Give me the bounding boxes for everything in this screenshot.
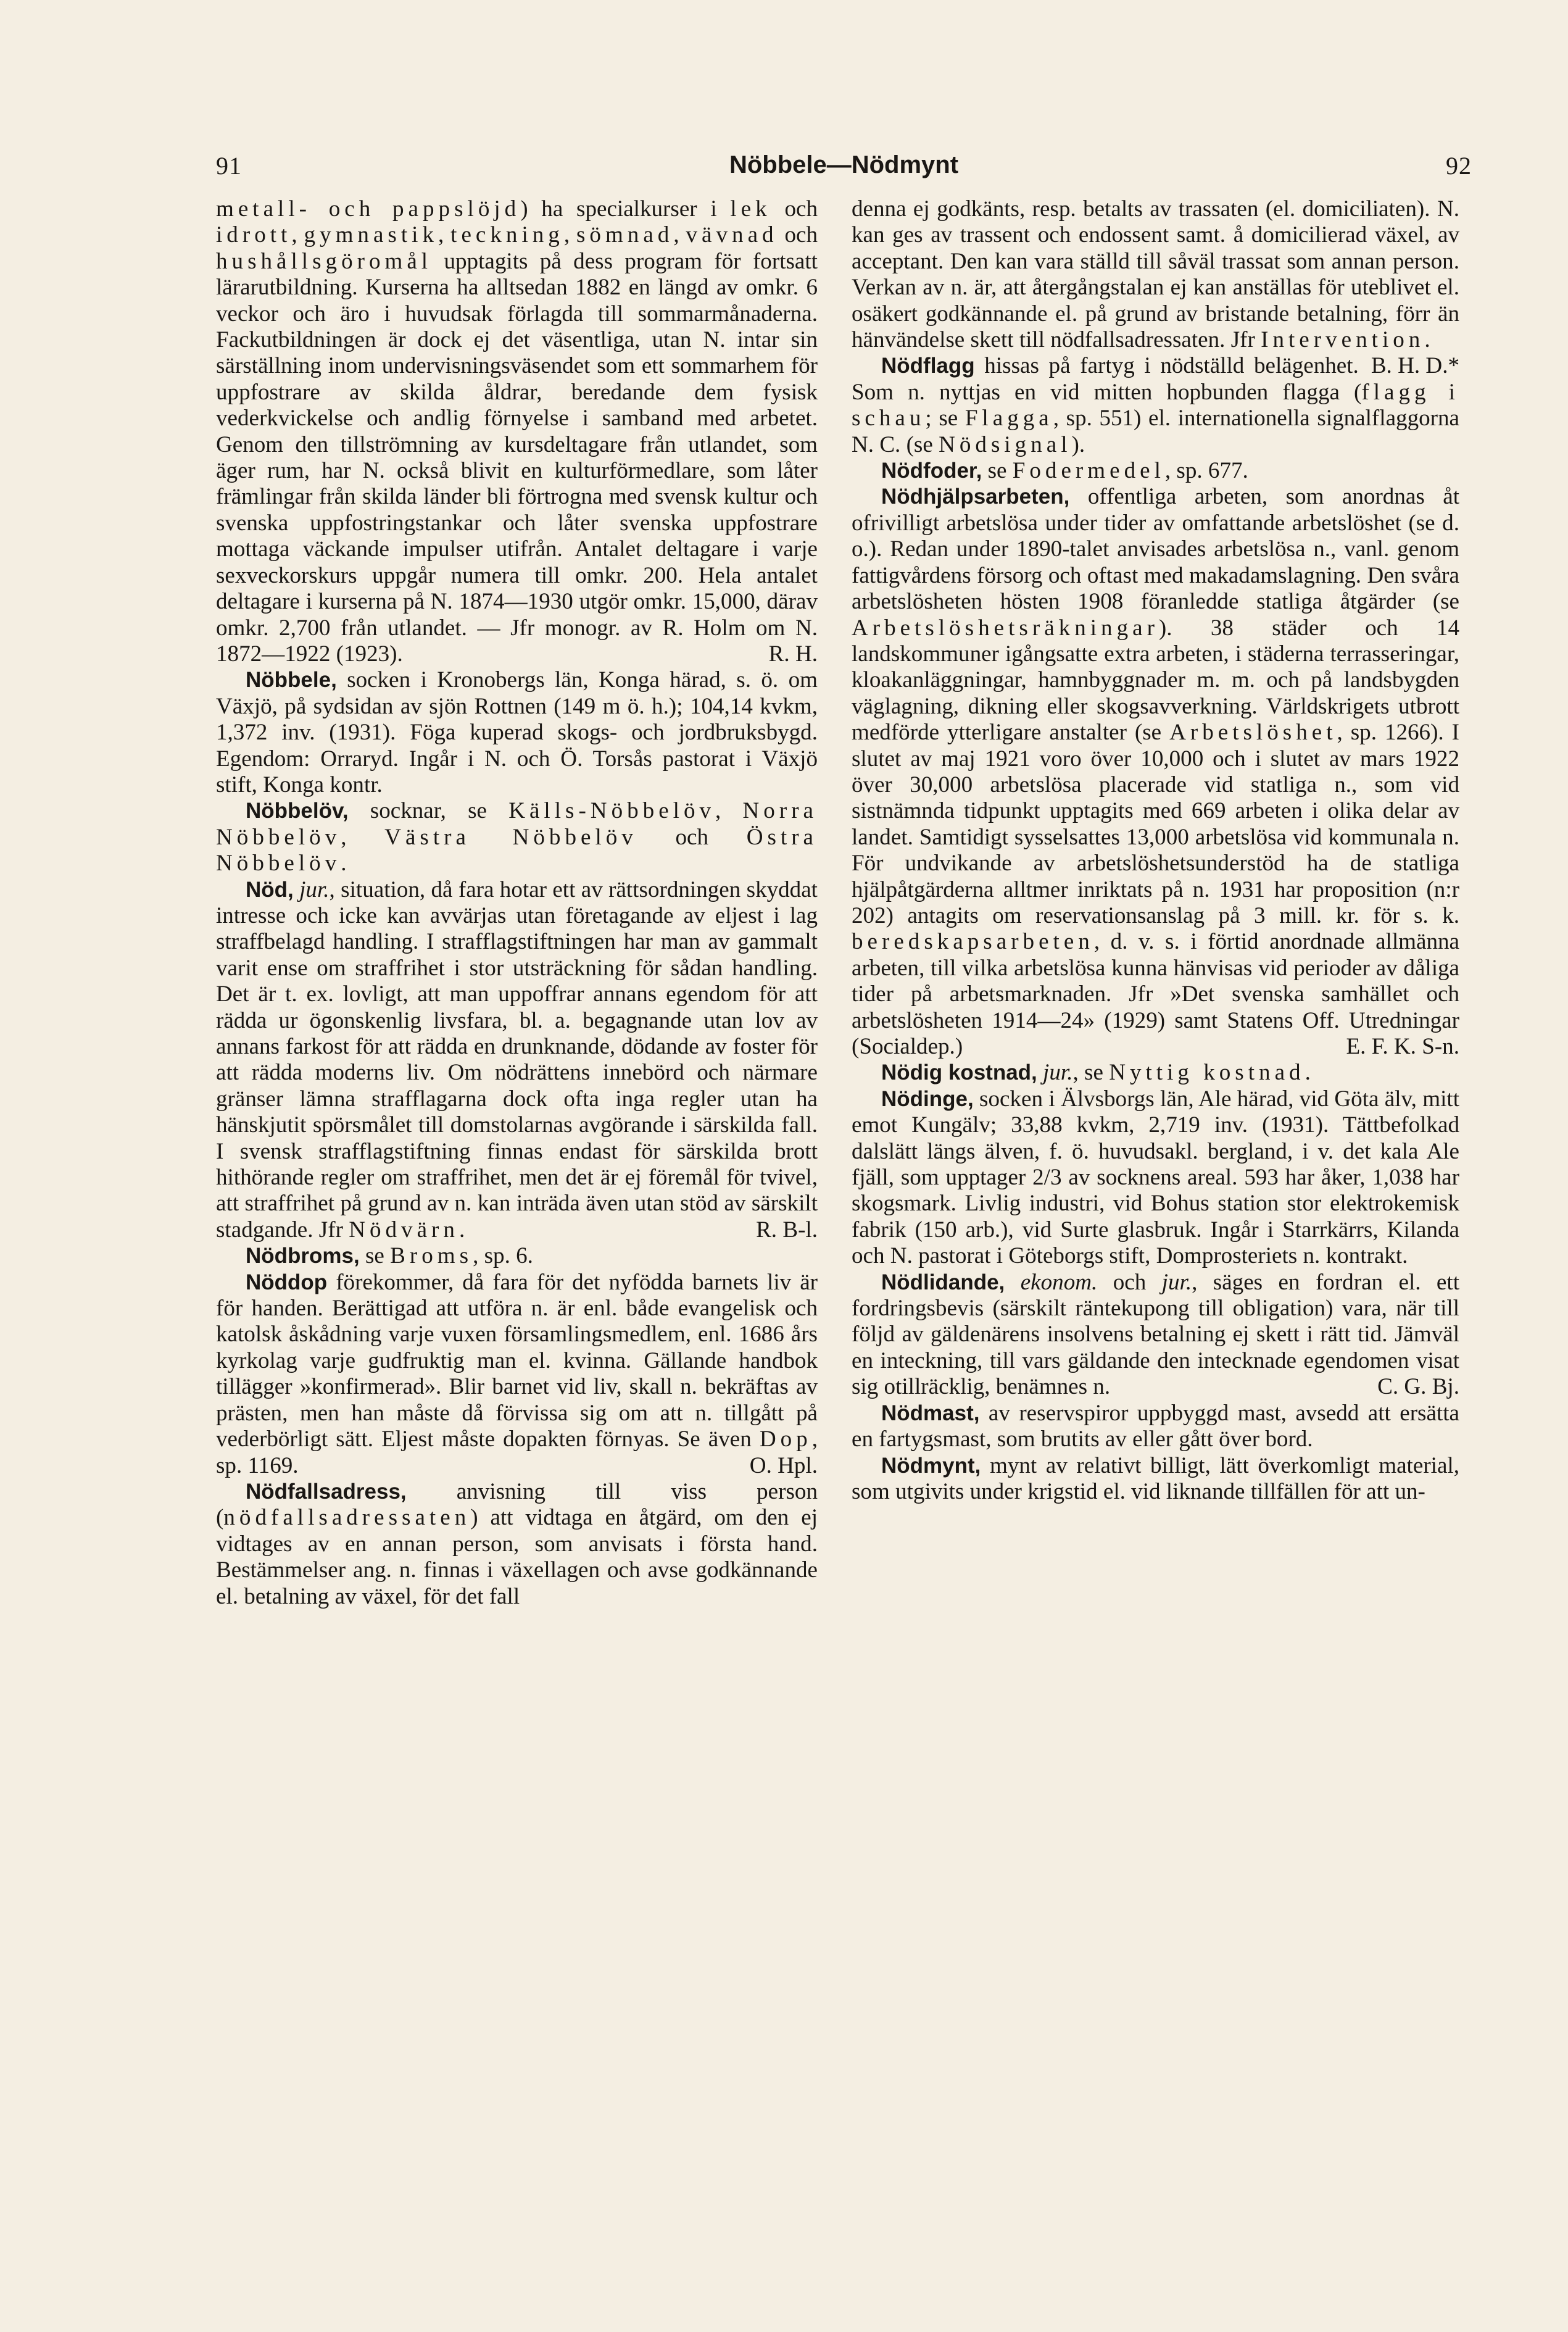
entry-nödbroms: Nödbroms, se Broms, sp. 6.	[246, 1243, 533, 1269]
entry-nödig-kostnad: Nödig kostnad, jur., se Nyttig kostnad.	[881, 1060, 1311, 1086]
entry-nödlidande: Nödlidande, ekonom. och jur., säges en fordran el. ett fordringsbevis (särskilt räntekupong till obligation) vara, när till följd av gäldenärens insolvens betalning ej skett i rätt tid. Jämväl en inteckning, till vars gäldande den intecknade egendomen visat sig otillräcklig, benämnes n. C. G. Bj.	[852, 1269, 1459, 1400]
headword: Nödmynt,	[881, 1453, 981, 1478]
author-signature: R. H.	[768, 641, 818, 667]
entry-nödhjälpsarbeten: Nödhjälpsarbeten, offentliga arbeten, som anordnas åt ofrivilligt arbetslösa under tider av omfattande arbetslöshet (se d. o.). Redan under 1890-talet anvisades arbetslösa n., vanl. genom fattigvårdens försorg och oftast med makadamslagning. Den svåra arbetslösheten hösten 1908 föranledde statliga åtgärder (se Arbetslöshetsräkningar). 38 städer och 14 landskommuner igångsatte extra arbeten, i städerna terrasseringar, kloakanläggningar, hamnbyggnader m. m. och på landsbygden väglagning, dikning eller skogsavverkning. Världskrigets utbrott medförde ytterligare anstalter (se Arbetslöshet, sp. 1266). I slutet av maj 1921 voro över 10,000 och i slutet av mars 1922 över 30,000 arbetslösa placerade vid statliga n., som vid sistnämnda tidpunkt upptagits med 669 arbeten i olika delar av landet. Samtidigt sysselsattes 13,000 arbetslösa vid kommunala n. För undvikande av arbetslöshetsunderstöd ha de statliga hjälpåtgärderna alltmer inriktats på n. 1931 har proposition (n:r 202) antagits om reservationsanslag på 3 mill. kr. för s. k. beredskapsarbeten, d. v. s. i förtid anordnade allmänna arbeten, till vilka arbetslösa kunna hänvisas vid perioder av dåliga tider på arbetsmarknaden. Jfr »Det svenska samhället och arbetslösheten 1914—24» (1929) samt Statens Off. Utredningar (Socialdep.) E. F. K. S-n.	[852, 484, 1459, 1059]
headword: Nöddop	[246, 1270, 328, 1294]
column-number-right: 92	[1446, 152, 1472, 180]
headword: Nödhjälpsarbeten,	[881, 485, 1070, 509]
author-signature: C. G. Bj.	[1377, 1374, 1459, 1400]
headword: Nöbbelöv,	[246, 799, 349, 823]
column-number-left: 91	[216, 152, 242, 180]
headword: Nödflagg	[881, 354, 975, 378]
entry-nödfallsadress: Nödfallsadress, anvisning till viss person (nödfallsadressaten) att vidtaga en åtgärd, om den ej vidtages av en annan person, som anvisats i första hand. Bestämmelser ang. n. finnas i växellagen och avse godkännande el. betalning av växel, för det fall	[216, 1478, 818, 1609]
headword: Nödinge,	[881, 1086, 974, 1111]
entry-nöd: Nöd, jur., situation, då fara hotar ett av rättsordningen skyddat intresse och icke kan avvärjas utan företagande av eljest i lag straffbelagd handling. I strafflagstiftningen har man av gammalt varit ense om straffrihet i stor utsträckning för sådan handling. Det är t. ex. lovligt, att man uppoffrar annans egendom för att rädda ur ögonskenlig livsfara, bl. a. begagnande utan lov av annans farkost för att rädda en drunknande, dödande av foster för att rädda moderns liv. Om nödrättens innebörd och närmare gränser lämna strafflagarna dock ofta inga regler utan ha hänskjutit spörsmålet till domstolarnas avgörande i särskilda fall. I svensk strafflagstiftning finnas endast för särskilda brott hithörande regler om straffrihet, men det är ej föremål för tvivel, att straffrihet på grund av n. kan inträda även utan stöd av särskilt stadgande. Jfr Nödvärn. R. B-l.	[216, 877, 818, 1243]
entry-nöbbelöv: Nöbbelöv, socknar, se Källs-Nöbbelöv, Norra Nöbbelöv, Västra Nöbbelöv och Östra Nöbbelöv.	[216, 798, 818, 877]
page-header	[216, 151, 1472, 188]
entry-nödflagg: Nödflagg hissas på fartyg i nödställd belägenhet. Som n. nyttjas en vid mitten hopbunden flagga (flagg i schau; se Flagga, sp. 551) el. internationella signalflaggorna N. C. (se Nödsignal).	[852, 353, 1459, 457]
entry-nöbbele: Nöbbele, socken i Kronobergs län, Konga härad, s. ö. om Växjö, på sydsidan av sjön Rottnen (149 m ö. h.); 104,14 kvkm, 1,372 inv. (1931). Föga kuperad skogs- och jordbruksbygd. Egendom: Orraryd. Ingår i N. och Ö. Torsås pastorat i Växjö stift, Konga kontr.	[216, 667, 818, 797]
entry-nöddop: Nöddop förekommer, då fara för det nyfödda barnets liv är för handen. Berättigad att utföra n. är enl. både evangelisk och katolsk åskådning varje vuxen församlingsmedlem, enl. 1686 års kyrkolag varje gudfruktig man el. kvinna. Gällande handbok tillägger »konfirmerad». Blir barnet vid liv, skall n. bekräftas av prästen, men han måste då förvissa sig om att n. tillgått på vederbörligt sätt. Eljest måste dopakten förnyas. Se även Dop, sp. 1169. O. Hpl.	[216, 1269, 818, 1478]
headword: Nödlidande,	[881, 1270, 1005, 1294]
right-column	[852, 196, 1459, 1505]
entry-nödinge: Nödinge, socken i Älvsborgs län, Ale härad, vid Göta älv, mitt emot Kungälv; 33,88 kvkm, 2,719 inv. (1931). Tättbefolkad dalslätt längs älven, f. ö. huvudsakl. bergland, i v. det kala Ale fjäll, som upptager 2/3 av socknens areal. 593 har åker, 1,038 har skogsmark. Livlig industri, vid Bohus station stor elektrokemisk fabrik (150 arb.), vid Surte glasbruk. Ingår i Starrkärrs, Kilanda och N. pastorat i Göteborgs stift, Domprosteriets n. kontrakt.	[852, 1086, 1459, 1269]
entry-nödfoder: Nödfoder, se Fodermedel, sp. 677.	[881, 458, 1248, 484]
entry-nödmynt: Nödmynt, mynt av relativt billigt, lätt överkomligt material, som utgivits under krigstid el. vid liknande tillfällen för att un-	[852, 1452, 1459, 1504]
headword: Nödmast,	[881, 1401, 980, 1425]
headword: Nödbroms,	[246, 1244, 360, 1268]
fraction: 2/3	[1032, 1165, 1062, 1191]
entry-nödfallsadress-continued: denna ej godkänts, resp. betalts av trassaten (el. domiciliaten). N. kan ges av trassent och endossent samt. å domicilierad växel, av acceptant. Den kan vara ställd till såväl trassat som annan person. Verkan av n. är, att återgångstalan ej kan anställas för uteblivet el. osäkert godkännande el. på grund av bristande betalning, förr än hänvändelse skett till nödfallsadressaten. Jfr Intervention. B. H. D.*	[852, 196, 1459, 379]
headword: Nödfoder,	[881, 459, 982, 483]
entry-nödmast: Nödmast, av reservspiror uppbyggd mast, avsedd att ersätta en fartygsmast, som brutits av eller gått över bord.	[852, 1400, 1459, 1452]
entry-nääs-continued: metall- och pappslöjd) ha specialkurser i lek och idrott, gymnastik, teckning, sömnad, vävnad och hushållsgöromål upptagits på dess program för fortsatt lärarutbildning. Kurserna ha alltsedan 1882 en längd av omkr. 6 veckor och äro i huvudsak förlagda till sommarmånaderna. Fackutbildningen är dock ej det väsentliga, utan N. intar sin särställning inom undervisningsväsendet som ett sommarhem för uppfostrare av skilda åldrar, beredande dem fysisk vederkvickelse och andlig förnyelse i samband med arbetet. Genom den tillströmning av kursdeltagare från utlandet, som äger rum, har N. också blivit en kulturförmedlare, som låter främlingar från skilda länder bli förtrogna med svensk kultur och svenska uppfostringstankar och låter svenska uppfostrare mottaga väckande impulser utifrån. Antalet deltagare i varje sexveckorskurs uppgår numera till omkr. 200. Hela antalet deltagare i kurserna på N. 1874—1930 utgör omkr. 15,000, därav omkr. 2,700 från utlandet. — Jfr monogr. av R. Holm om N. 1872—1922 (1923). R. H.	[216, 196, 818, 667]
author-signature: E. F. K. S-n.	[1346, 1034, 1459, 1059]
headword: Nöbbele,	[246, 668, 337, 693]
running-head: Nöbbele—Nödmynt	[729, 151, 959, 178]
author-signature: B. H. D.*	[1371, 353, 1459, 379]
author-signature: O. Hpl.	[749, 1452, 818, 1478]
author-signature: R. B-l.	[756, 1217, 818, 1243]
headword: Nödig kostnad,	[881, 1060, 1037, 1085]
headword: Nöd,	[246, 877, 294, 902]
headword: Nödfallsadress,	[246, 1479, 407, 1504]
left-column	[216, 196, 818, 1610]
